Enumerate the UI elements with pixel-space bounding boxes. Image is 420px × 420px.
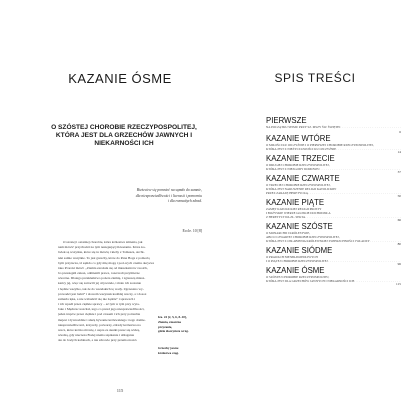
toc-description bbox=[266, 255, 401, 263]
toc-description-line: Z HERETYCTWA ZŁ. SEKTA . . . bbox=[266, 215, 401, 219]
toc-description bbox=[266, 163, 401, 171]
toc-heading: KAZANIE SIÓDME bbox=[266, 246, 333, 255]
margin-note-line: Iza. 24 [2, 5, 6, 8–10], bbox=[158, 315, 187, 319]
toc-description-line: PRZEZ ZARAZĘ HERETYCKĄ . . . bbox=[266, 191, 401, 195]
toc-description-line: I O PIĄTEJ CHOROBIE RZECZYPOSPOLITEJ . . . bbox=[266, 259, 401, 263]
body-line: mejest i żywnoździe i służą hywanie królewskiego i tego domie- bbox=[58, 317, 146, 322]
body-line: i ich wpadł przez ciężkie sprawy – aż tym w tym przy wyta- bbox=[58, 302, 140, 307]
toc-entry[interactable] bbox=[266, 198, 401, 222]
margin-note-line: przyzanie, bbox=[158, 324, 173, 329]
toc-description-line: ABO O CZWARTEJ CHOROBIE RZECZYPOSPOLITEJ, bbox=[266, 235, 340, 239]
epigraph-line: i dla rozmaitych zdrad. bbox=[167, 199, 202, 204]
toc-description-line: O MONARCHII I KRÓLESTWIE, bbox=[266, 231, 310, 235]
toc-description-line: O TRZECIEJ CHOROBIE RZECZYPOSPOLITEJ, bbox=[266, 183, 331, 187]
margin-note-line: Grzechy jawne bbox=[158, 346, 179, 350]
toc-description bbox=[266, 275, 401, 283]
toc-page-number: 14 bbox=[397, 150, 401, 154]
body-line: zamarła lęka, a nie wzbudzić się nie żądzie” i sprawach i bbox=[58, 296, 136, 301]
toc-heading: KAZANIE PIĄTE bbox=[266, 198, 325, 207]
margin-note bbox=[158, 346, 202, 356]
epigraph-reference: Eccle. 10 [8] bbox=[182, 229, 202, 233]
toc-description-line: KTÓRA JEST Z OSŁABIENIA KRÓLEWSKIEJ ZWIERZCHNOŚCI I WŁADZY . . . bbox=[266, 239, 401, 243]
body-line: lwiek są wszytkie, które się tu mówią i kieby z Tomasza, Archi- bbox=[58, 250, 145, 255]
toc-entry[interactable] bbox=[266, 154, 401, 174]
toc-page-number: 96 bbox=[397, 262, 401, 266]
margin-note-line: królestwa cząg. bbox=[158, 350, 179, 355]
toc-page-number: 115 bbox=[396, 282, 401, 286]
toc-entry[interactable] bbox=[266, 222, 401, 246]
body-line: tekt samie wszytkie. To jest grzechy, które do Pana Boga z pomorią bbox=[58, 255, 150, 260]
toc-description-line: NA POCZĄTKU SEJMU PRZY SZ. MSZY ŚW. ŚWIĘTEJ . . . bbox=[266, 125, 401, 129]
margin-note-line: gdzie złoczyńcze wróg. bbox=[158, 329, 189, 334]
table-of-contents bbox=[266, 116, 401, 286]
page-number: 115 bbox=[116, 388, 124, 393]
body-line: ale do bożych kabinach, a nie zdrowie przy przemocności. bbox=[58, 338, 138, 343]
margin-note bbox=[158, 315, 202, 334]
toc-heading: KAZANIE ÓSME bbox=[266, 266, 325, 275]
body-line: Jako i Mędrzec uszcitał, tego co przed jego niesprawiedliwości, bbox=[58, 307, 145, 312]
body-line: jeden trupów przez ciężkie i pod czasem i ich przy potrzebie bbox=[58, 312, 141, 317]
body-line: kańcy jej, więc się zatracili jej obywatele, i mało ich zostanie bbox=[58, 281, 142, 286]
toc-description-line: O PRAWACH NIESPRAWIEDLIWYCH bbox=[266, 255, 318, 259]
epigraph-line: Bieżeciew się pomnieć na sąmdo do sumnie, bbox=[136, 188, 202, 192]
body-line: niesprawiedliwości, krzywdy, potwarzy, zdrady królestwa na bbox=[58, 322, 141, 327]
toc-description-line: O SZÓSTEJ CHOROBIE RZECZYPOSPOLITEJ, bbox=[266, 275, 330, 279]
toc-page-number: 80 bbox=[397, 242, 401, 246]
toc-heading: PIERWSZE bbox=[266, 116, 307, 125]
toc-heading: KAZANIE SZÓSTE bbox=[266, 222, 333, 231]
toc-description-line: KTÓRA JEST DLA GRZECHÓW JAWNYCH I NIEKARNOŚCI ICH . . . bbox=[266, 279, 401, 283]
toc-page-number: 50 bbox=[397, 194, 401, 198]
body-line: prowadzi jest ludzi” i słowem wszystek kadżdej rzeczy, a i dosoz bbox=[58, 291, 147, 296]
epigraph-line: dla niesprawiedliwości i licenssii i pomorniu bbox=[135, 193, 202, 198]
toc-description bbox=[266, 207, 401, 219]
epigraph bbox=[106, 188, 202, 205]
right-page bbox=[210, 0, 420, 420]
toc-description-line: KTÓRA JEST NARUSZENIE RELIGII KATOLICKIEJ bbox=[266, 187, 337, 191]
toc-description-line: O MIŁOŚCI KU OJCZYŹNIE I O PIERWSZEJ CHOROBIE RZECZYPOSPOLITEJ, bbox=[266, 143, 374, 147]
body-text bbox=[58, 240, 154, 343]
body-line: O szóstej i ostatniej chorobie, która królestwa zmienia, jak bbox=[63, 240, 143, 244]
toc-entry[interactable] bbox=[266, 174, 401, 198]
body-line: iako Proroki mówi: „Ziemia zarażała się od mieszkańców swoich, bbox=[58, 265, 148, 270]
toc-page-number: 37 bbox=[397, 170, 401, 174]
toc-description-line: KTÓRA JEST Z NIEZGODY DOMOWEJ . . . bbox=[266, 167, 401, 171]
toc-description-line: O DRUGIEJ CHOROBIE RZECZYPOSPOLITEJ, bbox=[266, 163, 330, 167]
toc-description-line: I BOŻYSKIE WIERZE GŁOSKIE DOCHODZIŁA bbox=[266, 211, 331, 215]
body-line: i będzie wszytko, tak że do wszelakich tę wady. Zgrzeszno wy- bbox=[58, 286, 144, 291]
margin-note-line: Ziemia, zmarzna bbox=[158, 319, 182, 324]
toc-entry[interactable] bbox=[266, 134, 401, 154]
toc-description bbox=[266, 125, 401, 129]
body-line: bo przestępili zakon, odmienili prawa, rozerwali przymierze bbox=[58, 271, 140, 276]
sermon-subtitle: O SZÓSTEJ CHOROBIE RZECZYPOSPOLITEJ, KTÓRA JEST DLA GRZECHÓW JAWNYCH I NIEKARNOŚCI ICH bbox=[51, 124, 197, 148]
body-line: bym przytacza, iż sąmdo co gdy mię mogą i pod-wych czemu okryewa bbox=[58, 260, 154, 265]
toc-heading: KAZANIE CZWARTE bbox=[266, 174, 340, 183]
toc-description bbox=[266, 231, 401, 243]
toc-page-number: 66 bbox=[397, 218, 401, 222]
toc-heading: KAZANIE TRZECIE bbox=[266, 154, 335, 163]
body-line: wiedzą, gdy niecnota Bożej niema szpikanie i ubłaganie bbox=[58, 333, 135, 338]
toc-description bbox=[266, 143, 401, 151]
toc-entry[interactable] bbox=[266, 116, 401, 134]
sermon-title: KAZANIE ÓSME bbox=[68, 71, 172, 86]
toc-description-line: KTÓRA JEST Z NIEŻYCZLIWOŚCI KU OJCZYŹNIE . . . bbox=[266, 147, 401, 151]
toc-description-line: ZAMĘT KATOLICKIEJ RELIGII PROSTY bbox=[266, 207, 322, 211]
body-line: rzecz, które krótko mówię, i uspra ze skutki przez się widzą, bbox=[58, 327, 141, 332]
toc-entry[interactable] bbox=[266, 246, 401, 266]
body-line: nam mówić przychodzi na tym następującym kazaniu. Które ko- bbox=[58, 245, 146, 250]
toc-page-number: 6 bbox=[399, 130, 401, 134]
toc-entry[interactable] bbox=[266, 266, 401, 286]
toc-title: SPIS TREŚCI bbox=[274, 71, 356, 85]
toc-description bbox=[266, 183, 401, 195]
body-line: wieczne. Dlatego przekleństwo pożera ziemię, i zgrzeszą miesz- bbox=[58, 276, 146, 281]
toc-heading: KAZANIE WTÓRE bbox=[266, 134, 331, 143]
